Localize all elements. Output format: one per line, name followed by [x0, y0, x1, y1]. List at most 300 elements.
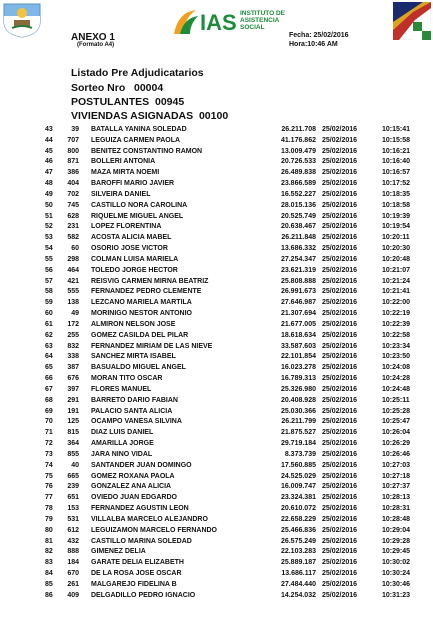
- draw-time: 10:28:48: [382, 515, 411, 523]
- beneficiary-name: LEGUIZAMON MARCELO FERNANDO: [91, 526, 217, 534]
- table-row: [0, 375, 433, 386]
- order-number: 386: [67, 169, 79, 177]
- table-row: [0, 570, 433, 581]
- draw-time: 10:29:45: [382, 548, 411, 556]
- dni-number: 16.023.278: [280, 364, 316, 372]
- order-number: 670: [67, 570, 79, 578]
- draw-date: 25/02/2016: [322, 320, 358, 328]
- row-number: 45: [45, 147, 53, 155]
- beneficiary-name: MORINIGO NESTOR ANTONIO: [91, 310, 192, 318]
- draw-date: 25/02/2016: [322, 147, 358, 155]
- beneficiary-name: CASTILLO MARINA SOLEDAD: [91, 537, 192, 545]
- row-number: 80: [45, 526, 53, 534]
- dni-number: 26.211.799: [281, 418, 316, 426]
- dni-number: 23.621.319: [280, 266, 316, 274]
- table-row: [0, 343, 433, 354]
- order-number: 800: [67, 147, 79, 155]
- sorteo-number: Sorteo Nro 00004: [71, 82, 164, 94]
- dni-number: 25.466.836: [280, 526, 316, 534]
- beneficiary-name: FLORES MANUEL: [91, 385, 152, 393]
- table-row: [0, 559, 433, 570]
- row-number: 64: [45, 353, 53, 361]
- draw-date: 25/02/2016: [322, 505, 358, 513]
- order-number: 125: [67, 418, 79, 426]
- order-number: 676: [67, 375, 79, 383]
- beneficiary-name: BASUALDO MIGUEL ANGEL: [91, 364, 186, 372]
- draw-date: 25/02/2016: [322, 559, 358, 567]
- dni-number: 22.658.229: [280, 515, 316, 523]
- row-number: 53: [45, 234, 53, 242]
- dni-number: 29.719.184: [280, 440, 316, 448]
- dni-number: 13.686.332: [280, 245, 316, 253]
- draw-time: 10:27:37: [382, 483, 411, 491]
- beneficiary-name: RIQUELME MIGUEL ANGEL: [91, 212, 184, 220]
- table-row: [0, 137, 433, 148]
- beneficiary-name: BARRETO DARIO FABIAN: [91, 396, 178, 404]
- order-number: 60: [71, 245, 79, 253]
- row-number: 47: [45, 169, 53, 177]
- draw-time: 10:25:11: [382, 396, 410, 404]
- dni-number: 18.618.634: [280, 331, 316, 339]
- dni-number: 33.587.603: [280, 342, 316, 350]
- order-number: 432: [67, 537, 79, 545]
- table-row: [0, 364, 433, 375]
- row-number: 59: [45, 299, 53, 307]
- beneficiary-name: GOMEZ ROXANA PAOLA: [91, 472, 175, 480]
- dni-number: 13.009.479: [280, 147, 316, 155]
- beneficiary-name: BENITEZ CONSTANTINO RAMON: [91, 147, 203, 155]
- beneficiary-name: GARATE DELIA ELIZABETH: [91, 559, 184, 567]
- order-number: 172: [67, 320, 79, 328]
- table-row: [0, 299, 433, 310]
- draw-date: 25/02/2016: [322, 180, 358, 188]
- row-number: 86: [45, 591, 53, 599]
- draw-date: 25/02/2016: [322, 126, 358, 133]
- table-row: [0, 202, 433, 213]
- beneficiary-name: BOLLERI ANTONIA: [91, 158, 156, 166]
- draw-date: 25/02/2016: [322, 255, 358, 263]
- table-row: [0, 592, 433, 603]
- order-number: 255: [67, 331, 79, 339]
- beneficiary-name: COLMAN LUISA MARIELA: [91, 255, 179, 263]
- draw-date: 25/02/2016: [322, 288, 358, 296]
- dni-number: 20.726.533: [280, 158, 316, 166]
- draw-time: 10:26:46: [382, 450, 411, 458]
- order-number: 815: [67, 429, 79, 437]
- dni-number: 27.254.347: [280, 255, 316, 263]
- draw-time: 10:15:58: [382, 136, 411, 144]
- draw-time: 10:15:41: [382, 126, 411, 133]
- row-number: 46: [45, 158, 53, 166]
- draw-time: 10:24:28: [382, 375, 411, 383]
- dni-number: 23.324.381: [280, 494, 316, 502]
- beneficiary-name: TOLEDO JORGE HECTOR: [91, 266, 178, 274]
- table-row: [0, 180, 433, 191]
- order-number: 404: [67, 180, 79, 188]
- draw-time: 10:22:39: [382, 320, 411, 328]
- draw-time: 10:25:28: [382, 407, 411, 415]
- draw-time: 10:20:48: [382, 255, 411, 263]
- draw-date: 25/02/2016: [322, 591, 358, 599]
- order-number: 745: [67, 201, 79, 209]
- draw-date: 25/02/2016: [322, 407, 358, 415]
- row-number: 79: [45, 515, 53, 523]
- draw-date: 25/02/2016: [322, 245, 358, 253]
- row-number: 58: [45, 288, 53, 296]
- draw-date: 25/02/2016: [322, 526, 358, 534]
- order-number: 364: [67, 440, 79, 448]
- draw-time: 10:23:50: [382, 353, 411, 361]
- row-number: 71: [45, 429, 53, 437]
- row-number: 44: [45, 136, 53, 144]
- table-row: [0, 321, 433, 332]
- table-row: [0, 581, 433, 592]
- draw-time: 10:16:40: [382, 158, 411, 166]
- table-row: [0, 418, 433, 429]
- fecha-label: Fecha: 25/02/2016: [289, 32, 349, 39]
- beneficiary-name: GOMEZ CASILDA DEL PILAR: [91, 331, 189, 339]
- beneficiary-name: MAZA MIRTA NOEMI: [91, 169, 160, 177]
- table-row: [0, 332, 433, 343]
- dni-number: 22.101.854: [280, 353, 316, 361]
- dni-number: 16.009.747: [280, 483, 316, 491]
- row-number: 43: [45, 126, 53, 133]
- dni-number: 41.176.862: [280, 136, 316, 144]
- order-number: 49: [71, 310, 79, 318]
- dni-number: 20.525.749: [280, 212, 316, 220]
- ias-logo-text: IAS: [200, 10, 237, 35]
- order-number: 531: [67, 515, 79, 523]
- order-number: 555: [67, 288, 79, 296]
- order-number: 261: [67, 580, 79, 588]
- row-number: 77: [45, 494, 53, 502]
- table-row: [0, 473, 433, 484]
- draw-date: 25/02/2016: [322, 515, 358, 523]
- dni-number: 25.889.187: [280, 559, 316, 567]
- row-number: 49: [45, 190, 53, 198]
- table-row: [0, 223, 433, 234]
- table-row: [0, 126, 433, 137]
- beneficiary-name: FERNANDEZ MIRIAM DE LAS NIEVE: [91, 342, 213, 350]
- order-number: 231: [67, 223, 79, 231]
- dni-number: 27.484.440: [280, 580, 316, 588]
- row-number: 66: [45, 375, 53, 383]
- table-row: [0, 462, 433, 473]
- draw-date: 25/02/2016: [322, 169, 358, 177]
- order-number: 832: [67, 342, 79, 350]
- draw-date: 25/02/2016: [322, 418, 358, 426]
- table-row: [0, 158, 433, 169]
- row-number: 57: [45, 277, 53, 285]
- table-row: [0, 505, 433, 516]
- draw-time: 10:30:24: [382, 570, 411, 578]
- dni-number: 26.211.848: [281, 234, 316, 242]
- row-number: 76: [45, 483, 53, 491]
- beneficiary-name: FERNANDEZ PEDRO CLEMENTE: [91, 288, 202, 296]
- table-row: [0, 548, 433, 559]
- beneficiary-name: LEZCANO MARIELA MARTILA: [91, 299, 192, 307]
- row-number: 52: [45, 223, 53, 231]
- dni-number: 16.552.227: [280, 190, 316, 198]
- order-number: 40: [71, 461, 79, 469]
- row-number: 55: [45, 255, 53, 263]
- dni-number: 17.560.885: [280, 461, 316, 469]
- table-row: [0, 213, 433, 224]
- table-row: [0, 397, 433, 408]
- table-row: [0, 429, 433, 440]
- draw-date: 25/02/2016: [322, 494, 358, 502]
- dni-number: 28.015.136: [280, 201, 316, 209]
- draw-time: 10:27:18: [382, 472, 411, 480]
- draw-time: 10:16:57: [382, 169, 411, 177]
- order-number: 387: [67, 364, 79, 372]
- postulantes-count: POSTULANTES 00945: [71, 96, 185, 108]
- anexo-title: ANEXO 1: [71, 32, 115, 43]
- dni-number: 20.610.072: [280, 505, 316, 513]
- draw-date: 25/02/2016: [322, 385, 358, 393]
- order-number: 39: [71, 126, 79, 133]
- beneficiary-name: MORAN TITO OSCAR: [91, 375, 163, 383]
- order-number: 888: [67, 548, 79, 556]
- ias-logo: [170, 4, 240, 38]
- draw-time: 10:27:03: [382, 461, 411, 469]
- order-number: 291: [67, 396, 79, 404]
- beneficiary-name: BAROFFI MARIO JAVIER: [91, 180, 175, 188]
- draw-date: 25/02/2016: [322, 266, 358, 274]
- draw-date: 25/02/2016: [322, 461, 358, 469]
- beneficiary-name: VILLALBA MARCELO ALEJANDRO: [91, 515, 208, 523]
- draw-date: 25/02/2016: [322, 537, 358, 545]
- draw-date: 25/02/2016: [322, 342, 358, 350]
- draw-date: 25/02/2016: [322, 440, 358, 448]
- draw-date: 25/02/2016: [322, 375, 358, 383]
- draw-date: 25/02/2016: [322, 331, 358, 339]
- beneficiary-name: SANTANDER JUAN DOMINGO: [91, 461, 192, 469]
- draw-time: 10:19:39: [382, 212, 411, 220]
- dni-number: 25.030.366: [280, 407, 316, 415]
- order-number: 665: [67, 472, 79, 480]
- order-number: 421: [67, 277, 79, 285]
- row-number: 73: [45, 450, 53, 458]
- beneficiary-name: SILVEIRA DANIEL: [91, 190, 151, 198]
- table-row: [0, 527, 433, 538]
- draw-date: 25/02/2016: [322, 548, 358, 556]
- dni-number: 26.991.673: [280, 288, 316, 296]
- order-number: 702: [67, 190, 79, 198]
- order-number: 707: [67, 136, 79, 144]
- order-number: 651: [67, 494, 79, 502]
- draw-date: 25/02/2016: [322, 472, 358, 480]
- draw-time: 10:21:07: [382, 266, 411, 274]
- draw-time: 10:28:31: [382, 505, 411, 513]
- beneficiary-name: DELGADILLO PEDRO IGNACIO: [91, 591, 196, 599]
- dni-number: 14.254.032: [280, 591, 316, 599]
- table-row: [0, 494, 433, 505]
- draw-time: 10:17:52: [382, 180, 411, 188]
- order-number: 338: [67, 353, 79, 361]
- dni-number: 20.638.467: [280, 223, 316, 231]
- dni-number: 23.866.589: [280, 180, 316, 188]
- ias-institute-name: INSTITUTO DE ASISTENCIA SOCIAL: [240, 10, 286, 31]
- listado-title: Listado Pre Adjudicatarios: [71, 67, 204, 79]
- draw-date: 25/02/2016: [322, 429, 358, 437]
- draw-date: 25/02/2016: [322, 158, 358, 166]
- draw-time: 10:23:34: [382, 342, 411, 350]
- order-number: 239: [67, 483, 79, 491]
- draw-time: 10:30:02: [382, 559, 411, 567]
- row-number: 84: [45, 570, 53, 578]
- draw-date: 25/02/2016: [322, 136, 358, 144]
- table-row: [0, 148, 433, 159]
- draw-date: 25/02/2016: [322, 396, 358, 404]
- order-number: 582: [67, 234, 79, 242]
- row-number: 48: [45, 180, 53, 188]
- draw-date: 25/02/2016: [322, 570, 358, 578]
- row-number: 54: [45, 245, 53, 253]
- table-row: [0, 483, 433, 494]
- beneficiary-name: OCAMPO VANESA SILVINA: [91, 418, 182, 426]
- table-row: [0, 191, 433, 202]
- dni-number: 21.677.005: [280, 320, 316, 328]
- draw-time: 10:26:29: [382, 440, 411, 448]
- row-number: 61: [45, 320, 53, 328]
- row-number: 65: [45, 364, 53, 372]
- order-number: 153: [67, 505, 79, 513]
- dni-number: 26.489.838: [280, 169, 316, 177]
- row-number: 83: [45, 559, 53, 567]
- draw-date: 25/02/2016: [322, 212, 358, 220]
- beneficiary-name: GONZALEZ ANA ALICIA: [91, 483, 172, 491]
- table-row: [0, 408, 433, 419]
- beneficiary-name: CASTILLO NORA CAROLINA: [91, 201, 188, 209]
- dni-number: 27.646.987: [280, 299, 316, 307]
- draw-date: 25/02/2016: [322, 483, 358, 491]
- row-number: 70: [45, 418, 53, 426]
- beneficiary-name: LOPEZ FLORENTINA: [91, 223, 162, 231]
- dni-number: 20.408.928: [280, 396, 316, 404]
- draw-date: 25/02/2016: [322, 223, 358, 231]
- table-row: [0, 516, 433, 527]
- order-number: 138: [67, 299, 79, 307]
- draw-time: 10:18:58: [382, 201, 411, 209]
- draw-date: 25/02/2016: [322, 310, 358, 318]
- dni-number: 25.326.980: [280, 385, 316, 393]
- row-number: 68: [45, 396, 53, 404]
- draw-time: 10:22:00: [382, 299, 411, 307]
- draw-time: 10:22:19: [382, 310, 411, 318]
- dni-number: 25.808.888: [280, 277, 316, 285]
- draw-time: 10:25:47: [382, 418, 411, 426]
- beneficiary-name: ACOSTA ALICIA MABEL: [91, 234, 172, 242]
- draw-time: 10:18:35: [382, 190, 411, 198]
- beneficiary-name: MALGAREJO FIDELINA B: [91, 580, 177, 588]
- table-row: [0, 256, 433, 267]
- order-number: 184: [67, 559, 79, 567]
- row-number: 69: [45, 407, 53, 415]
- beneficiary-name: AMARILLA JORGE: [91, 440, 154, 448]
- province-shield-logo: [2, 2, 42, 38]
- dni-number: 26.575.249: [280, 537, 316, 545]
- hora-label: Hora:10:46 AM: [289, 41, 338, 48]
- order-number: 298: [67, 255, 79, 263]
- beneficiary-name: OVIEDO JUAN EDGARDO: [91, 494, 177, 502]
- flag-logo: [393, 2, 431, 40]
- draw-time: 10:24:48: [382, 385, 411, 393]
- dni-number: 21.875.527: [280, 429, 316, 437]
- row-number: 51: [45, 212, 53, 220]
- table-row: [0, 451, 433, 462]
- order-number: 628: [67, 212, 79, 220]
- dni-number: 26.211.708: [281, 126, 316, 133]
- order-number: 855: [67, 450, 79, 458]
- beneficiary-name: JARA NINO VIDAL: [91, 450, 153, 458]
- draw-time: 10:21:24: [382, 277, 411, 285]
- beneficiary-name: FERNANDEZ AGUSTIN LEON: [91, 505, 189, 513]
- table-row: [0, 245, 433, 256]
- row-number: 82: [45, 548, 53, 556]
- draw-time: 10:21:41: [382, 288, 411, 296]
- row-number: 67: [45, 385, 53, 393]
- draw-time: 10:16:21: [382, 147, 411, 155]
- beneficiary-name: ALMIRON NELSON JOSE: [91, 320, 176, 328]
- row-number: 63: [45, 342, 53, 350]
- dni-number: 8.373.739: [284, 450, 316, 458]
- draw-time: 10:22:58: [382, 331, 411, 339]
- dni-number: 21.307.694: [280, 310, 316, 318]
- draw-time: 10:28:13: [382, 494, 411, 502]
- table-row: [0, 267, 433, 278]
- draw-date: 25/02/2016: [322, 234, 358, 242]
- draw-time: 10:29:04: [382, 526, 411, 534]
- draw-date: 25/02/2016: [322, 353, 358, 361]
- row-number: 85: [45, 580, 53, 588]
- draw-date: 25/02/2016: [322, 190, 358, 198]
- draw-date: 25/02/2016: [322, 580, 358, 588]
- order-number: 397: [67, 385, 79, 393]
- draw-time: 10:31:23: [382, 591, 411, 599]
- order-number: 612: [67, 526, 79, 534]
- draw-time: 10:24:08: [382, 364, 411, 372]
- order-number: 464: [67, 266, 79, 274]
- beneficiary-name: SANCHEZ MIRTA ISABEL: [91, 353, 176, 361]
- beneficiary-name: BATALLA YANINA SOLEDAD: [91, 126, 187, 133]
- table-row: [0, 386, 433, 397]
- beneficiary-name: DE LA ROSA JOSE OSCAR: [91, 570, 182, 578]
- dni-number: 24.525.029: [280, 472, 316, 480]
- draw-date: 25/02/2016: [322, 299, 358, 307]
- beneficiary-name: LEGUIZA CARMEN PAOLA: [91, 136, 181, 144]
- row-number: 75: [45, 472, 53, 480]
- draw-time: 10:29:28: [382, 537, 411, 545]
- draw-date: 25/02/2016: [322, 364, 358, 372]
- table-row: [0, 234, 433, 245]
- table-row: [0, 440, 433, 451]
- draw-time: 10:19:54: [382, 223, 411, 231]
- draw-date: 25/02/2016: [322, 201, 358, 209]
- draw-time: 10:20:11: [382, 234, 410, 242]
- draw-date: 25/02/2016: [322, 277, 358, 285]
- viviendas-count: VIVIENDAS ASIGNADAS 00100: [71, 110, 229, 122]
- draw-time: 10:20:30: [382, 245, 411, 253]
- table-row: [0, 310, 433, 321]
- table-row: [0, 353, 433, 364]
- table-row: [0, 288, 433, 299]
- dni-number: 22.103.283: [280, 548, 316, 556]
- beneficiary-name: PALACIO SANTA ALICIA: [91, 407, 173, 415]
- table-row: [0, 538, 433, 549]
- row-number: 81: [45, 537, 53, 545]
- beneficiary-name: OSORIO JOSE VICTOR: [91, 245, 168, 253]
